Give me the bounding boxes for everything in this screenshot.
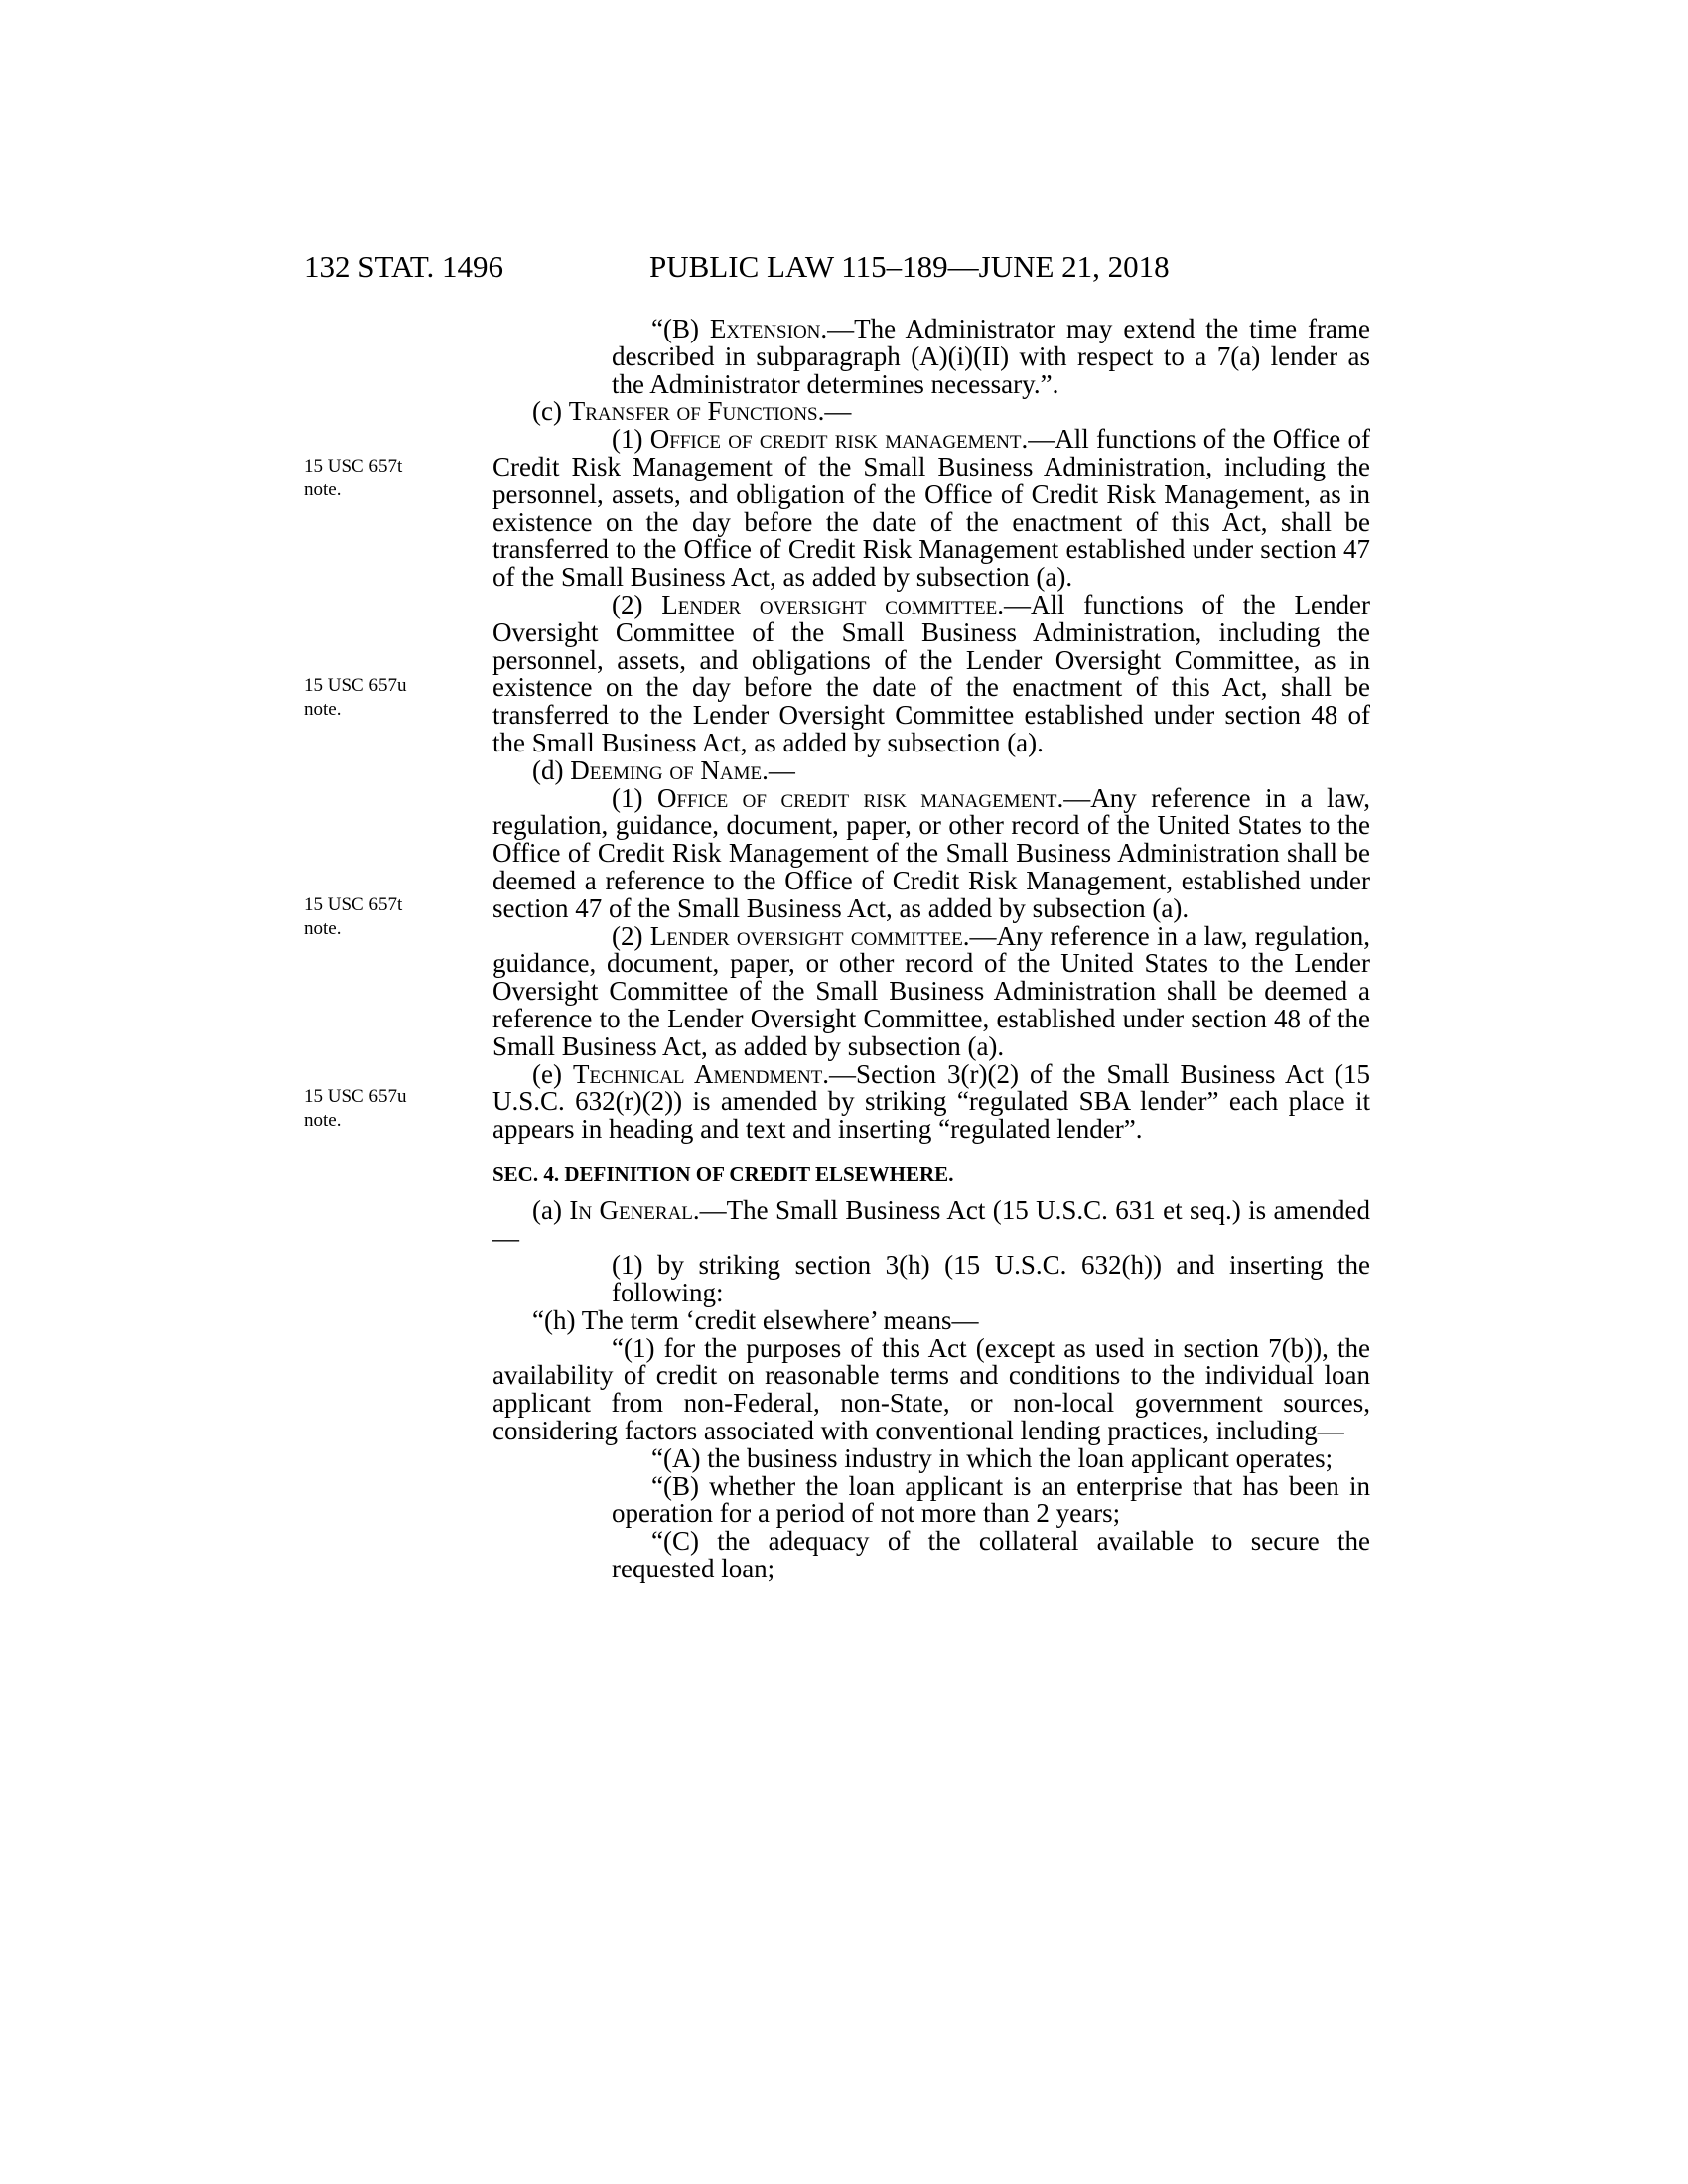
subsection-a: (a) In General.—The Small Business Act (15 U.S.C. 631 et seq.) is amended— — [492, 1194, 1370, 1253]
quoted-subparagraph-a: “(A) the business industry in which the loan applicant operates; — [651, 1442, 1334, 1473]
margin-note-label: note. — [304, 699, 342, 720]
paragraph-heading: Lender oversight committee — [661, 589, 998, 619]
quoted-subparagraph-b: “(B) whether the loan applicant is an enterprise that has been in operation for a period of not more than 2 years; — [612, 1470, 1370, 1529]
paragraph-heading: Lender oversight committee — [649, 920, 963, 951]
margin-note — [304, 893, 443, 941]
paragraph-heading: Office of credit risk management — [649, 424, 1022, 455]
paragraph-c1: (1) Office of credit risk management.—All functions of the Office of Credit Risk Management of the Small Business Administration, including the personnel, assets, and obligation of the Office of Credit Risk Management, as in existence on the day before the date of the enactment of this Act, shall be transferred to the Office of Credit Risk Management established under section 47 of the Small Business Act, as added by subsection (a). — [492, 424, 1371, 593]
margin-note-label: note. — [304, 479, 342, 500]
subsection-heading: Deeming of Name — [570, 754, 763, 785]
margin-note-label: note. — [304, 918, 342, 939]
quoted-subparagraph-c: “(C) the adequacy of the collateral available to secure the requested loan; — [612, 1526, 1370, 1584]
margin-note — [304, 455, 443, 502]
page-running-title: PUBLIC LAW 115–189—JUNE 21, 2018 — [649, 249, 1170, 284]
paragraph-d1: (1) Office of credit risk management.—Any reference in a law, regulation, guidance, document, paper, or other record of the United States to the Office of Credit Risk Management of the Small Business Administration shall be deemed a reference to the Office of Credit Risk Management, established under section 47 of the Small Business Act, as added by subsection (a). — [492, 782, 1371, 923]
subsection-heading: Transfer of Functions — [568, 396, 818, 427]
section-heading: SEC. 4. DEFINITION OF CREDIT ELSEWHERE. — [492, 1161, 954, 1186]
quoted-definition-h: “(h) The term ‘credit elsewhere’ means— — [532, 1304, 979, 1335]
margin-note — [304, 1085, 443, 1133]
margin-note — [304, 674, 443, 722]
statute-body — [492, 316, 1370, 1583]
subsection-heading: Technical Amendment — [572, 1058, 823, 1089]
subsection-c-heading: (c) Transfer of Functions.— — [532, 396, 852, 427]
margin-note-citation: 15 USC 657u — [304, 1086, 407, 1107]
paragraph-heading: Office of credit risk management — [656, 782, 1057, 813]
margin-note-citation: 15 USC 657t — [304, 456, 403, 477]
subsection-d-heading: (d) Deeming of Name.— — [532, 754, 795, 785]
page-stat-number: 132 STAT. 1496 — [304, 249, 504, 284]
subsection-heading: In General — [569, 1194, 693, 1225]
paragraph-c2: (2) Lender oversight committee.—All functions of the Lender Oversight Committee of the Small Business Administration, including the personnel, assets, and obligations of the Lender Oversight Committee, as in existence on the day before the date of the enactment of this Act, shall be transferred to the Lender Oversight Committee established under section 48 of the Small Business Act, as added by subsection (a). — [492, 589, 1370, 757]
paragraph-a1: (1) by striking section 3(h) (15 U.S.C. 632(h)) and inserting the following: — [612, 1250, 1370, 1308]
quoted-paragraph-1: “(1) for the purposes of this Act (except as used in section 7(b)), the availability of credit on reasonable terms and conditions to the individual loan applicant from non-Federal, non-State, or non-local government sources, considering factors associated with conventional lending practices, including— — [492, 1332, 1370, 1446]
margin-note-citation: 15 USC 657t — [304, 894, 403, 915]
subparagraph-b-extension: “(B) Extension.—The Administrator may extend the time frame described in subparagraph (A)(i)(II) with respect to a 7(a) lender as the Administrator determines necessary.”. — [612, 314, 1370, 399]
paragraph-d2: (2) Lender oversight committee.—Any reference in a law, regulation, guidance, document, paper, or other record of the United States to the Lender Oversight Committee of the Small Business Administration shall be deemed a reference to the Lender Oversight Committee, established under section 48 of the Small Business Act, as added by subsection (a). — [492, 920, 1370, 1061]
subparagraph-heading: Extension — [709, 314, 821, 343]
subsection-e: (e) Technical Amendment.—Section 3(r)(2) of the Small Business Act (15 U.S.C. 632(r)(2)) is amended by striking “regulated SBA lender” each place it appears in heading and text and inserting “regulated lender”. — [492, 1058, 1370, 1145]
margin-note-label: note. — [304, 1110, 342, 1131]
margin-note-citation: 15 USC 657u — [304, 675, 407, 696]
